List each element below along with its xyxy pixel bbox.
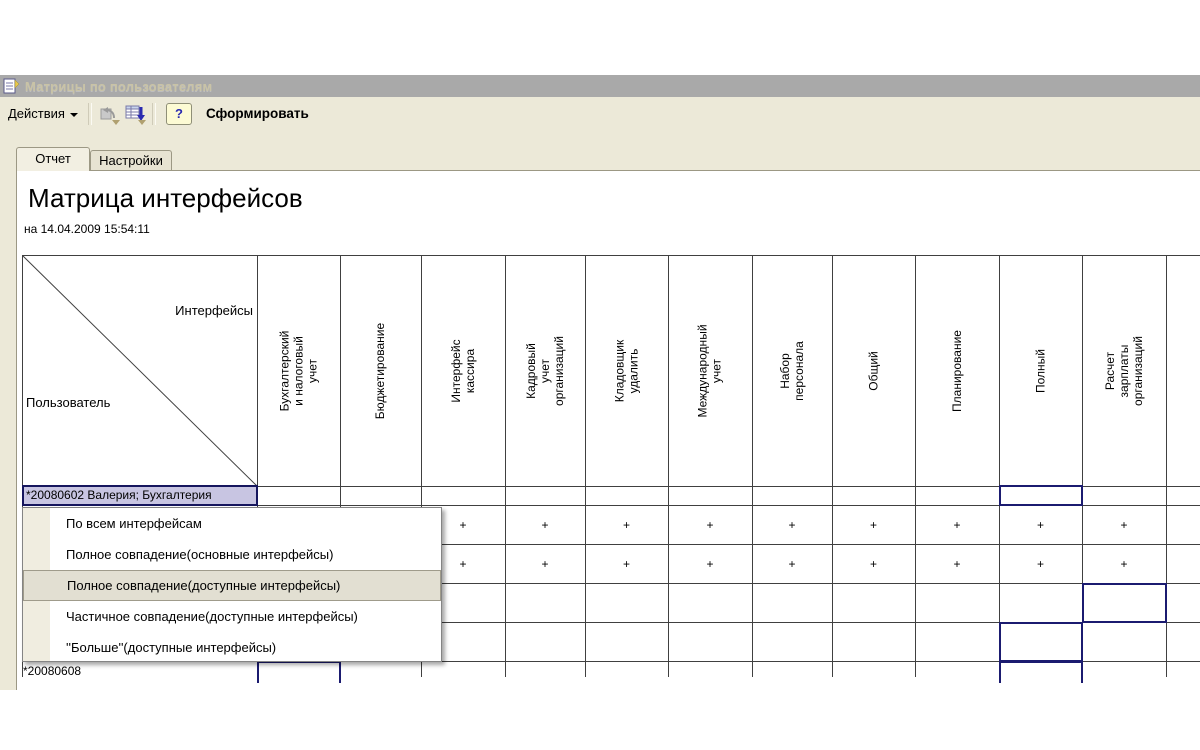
window-title: Матрицы по пользователям: [25, 78, 213, 94]
matrix-cell[interactable]: +: [706, 556, 714, 571]
toolbar-separator: [152, 103, 156, 125]
help-button[interactable]: [166, 103, 192, 125]
column-header[interactable]: [915, 255, 999, 486]
column-header-label: Кадровый учет организаций: [524, 335, 566, 406]
window-icon: [3, 78, 19, 94]
matrix-cell[interactable]: +: [788, 556, 796, 571]
matrix-cell[interactable]: +: [459, 517, 467, 532]
title-bar[interactable]: [0, 75, 1200, 97]
left-gutter: [0, 130, 16, 690]
menu-item-full-match-main[interactable]: Полное совпадение(основные интерфейсы): [66, 547, 334, 562]
matrix-cell[interactable]: +: [622, 517, 630, 532]
column-header[interactable]: [505, 255, 585, 486]
matrix-cell[interactable]: +: [1120, 556, 1128, 571]
menu-item-full-match-available[interactable]: Полное совпадение(доступные интерфейсы): [23, 570, 441, 601]
focused-cell-border: [999, 661, 1083, 683]
column-header-label: Расчет зарплаты организаций: [1103, 335, 1145, 406]
report-date: на 14.04.2009 15:54:11: [24, 222, 150, 236]
column-header[interactable]: [585, 255, 668, 486]
tab-settings[interactable]: Настройки: [90, 150, 172, 170]
matrix-cell[interactable]: +: [788, 517, 796, 532]
matrix-cell[interactable]: +: [1036, 517, 1044, 532]
focused-cell-border: [999, 485, 1083, 506]
menu-item-more-available[interactable]: ''Больше''(доступные интерфейсы): [66, 640, 277, 655]
matrix-cell[interactable]: +: [869, 556, 877, 571]
focused-cell-border: [257, 661, 341, 683]
matrix-cell[interactable]: +: [706, 517, 714, 532]
matrix-cell[interactable]: +: [541, 556, 549, 571]
diagonal-line: [22, 255, 257, 486]
column-header[interactable]: [1082, 255, 1166, 486]
actions-label: Действия: [8, 106, 65, 121]
actions-menu-button[interactable]: [0, 102, 84, 126]
column-header-label: Планирование: [950, 329, 964, 412]
column-header-label: Интерфейс кассира: [449, 338, 477, 403]
column-header-label: Набор персонала: [778, 340, 806, 401]
column-header[interactable]: [257, 255, 340, 486]
report-title: Матрица интерфейсов: [28, 183, 303, 213]
focused-cell-border: [999, 622, 1083, 662]
chevron-down-icon: [70, 113, 78, 117]
matrix-cell[interactable]: +: [459, 556, 467, 571]
column-header[interactable]: [832, 255, 915, 486]
column-header[interactable]: [340, 255, 421, 486]
column-header[interactable]: [668, 255, 752, 486]
help-icon: ?: [174, 106, 183, 121]
column-header-label: Бухгалтерский и налоговый учет: [277, 330, 320, 411]
dropdown-triangle-icon: [138, 120, 146, 125]
matrix-cell[interactable]: +: [953, 556, 961, 571]
corner-label-interfaces: Интерфейсы: [175, 303, 253, 318]
column-header[interactable]: [752, 255, 832, 486]
matrix-cell[interactable]: +: [953, 517, 961, 532]
output-report-button[interactable]: [122, 102, 148, 126]
toolbar-separator: [88, 103, 92, 125]
matrix-cell[interactable]: +: [622, 556, 630, 571]
user-row-label[interactable]: *20080608: [23, 664, 82, 678]
column-header-label: Международный учет: [696, 323, 725, 418]
column-header[interactable]: [999, 255, 1082, 486]
corner-label-user: Пользователь: [26, 395, 111, 410]
selected-user-cell[interactable]: *20080602 Валерия; Бухгалтерия: [22, 485, 258, 506]
matrix-cell[interactable]: +: [1036, 556, 1044, 571]
menu-item-partial-match-available[interactable]: Частичное совпадение(доступные интерфейсы): [66, 609, 358, 624]
toolbar: [0, 97, 1200, 131]
dropdown-triangle-icon: [112, 120, 120, 125]
tab-strip: [0, 130, 1200, 170]
column-header-label: Полный: [1033, 348, 1048, 393]
restore-settings-button[interactable]: [96, 102, 122, 126]
menu-item-all-interfaces[interactable]: По всем интерфейсам: [66, 516, 202, 531]
matrix-cell[interactable]: +: [1120, 517, 1128, 532]
column-header-label: Бюджетирование: [373, 322, 388, 419]
matrix-cell[interactable]: +: [869, 517, 877, 532]
context-menu: [22, 507, 442, 662]
tab-report[interactable]: Отчет: [16, 147, 90, 171]
matrix-cell[interactable]: +: [541, 517, 549, 532]
corner-cell[interactable]: [22, 255, 257, 486]
generate-button[interactable]: Сформировать: [205, 106, 309, 121]
column-header-label: Кладовщик удалить: [612, 339, 641, 402]
focused-cell-border: [1082, 583, 1167, 623]
column-header[interactable]: [421, 255, 505, 486]
column-header-label: Общий: [866, 350, 881, 391]
